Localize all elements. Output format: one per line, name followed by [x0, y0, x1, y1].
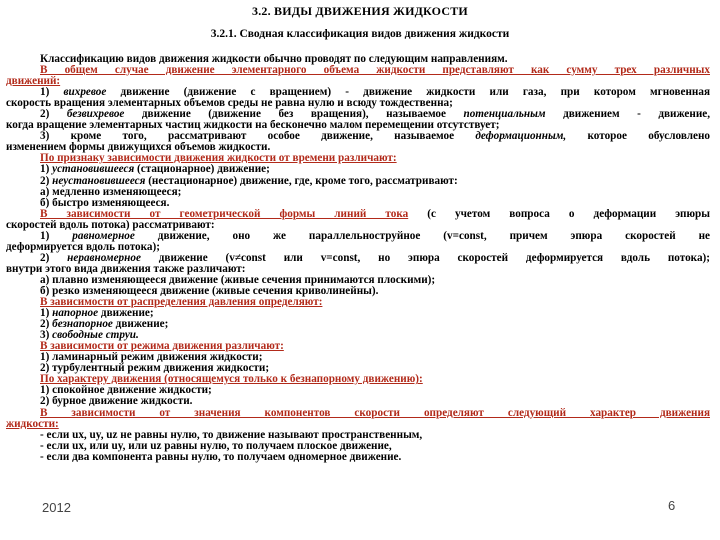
intro-line: Классификацию видов движения жидкости обычно проводят по следующим направлениям. [40, 54, 508, 65]
geometry-subitem-a: а) плавно изменяющееся движение (живые сечения принимаются плоскими); [40, 274, 436, 286]
page-number: 6 [668, 498, 676, 513]
vortex-item: 1) вихревое движение (движение с вращением) - движение жидкости или газа, при котором мгновенная [40, 87, 710, 99]
character-item-2: 2) бурное движение жидкости. [40, 396, 193, 408]
subsection-heading: 3.2.1. Сводная классификация видов движения жидкости [210, 28, 510, 40]
components-line-1: - если ux, uy, uz не равны нулю, то движение называют пространственным, [40, 429, 423, 441]
pressure-item-3: 3) свободные струи. [40, 330, 139, 342]
regime-heading: В зависимости от режима движения различают: [40, 341, 284, 353]
geometry-heading: В зависимости от геометрической формы линий тока (с учетом вопроса о деформации эпюры [40, 208, 710, 220]
geometry-item-2-cont: внутри этого вида движения также различают: [6, 263, 246, 275]
character-heading: По характеру движения (относящемуся только к безнапорному движению): [40, 374, 423, 386]
pressure-item-1: 1) напорное движение; [40, 308, 154, 320]
geometry-heading-cont: скоростей вдоль потока) рассматривают: [6, 219, 215, 231]
geometry-subitem-b: б) резко изменяющееся движение (живые сечения криволинейны). [40, 285, 379, 297]
components-line-2: - если ux, или uy, или uz равны нулю, то получаем плоское движение, [40, 440, 392, 452]
potential-term: потенциальным [463, 109, 546, 121]
time-subitem-b: б) быстро изменяющееся. [40, 197, 170, 209]
deform-item-cont: изменением формы движущихся объемов жидкости. [6, 142, 271, 154]
pressure-heading: В зависимости от распределения давления определяют: [40, 297, 323, 309]
components-heading: В зависимости от значения компонентов скорости определяют следующий характер движения [40, 407, 710, 419]
time-heading: По признаку зависимости движения жидкости от времени различают: [40, 153, 397, 165]
time-subitem-a: а) медленно изменяющееся; [40, 186, 182, 198]
geometry-item-2: 2) неравномерное движение (v≠const или v=const, но эпюра скоростей деформируется вдоль потока); [40, 252, 710, 264]
vortex-term: вихревое [63, 87, 107, 99]
deform-term: деформационным, [475, 131, 567, 143]
general-case-heading-cont: движений: [6, 76, 61, 88]
character-item-1: 1) спокойное движение жидкости; [40, 385, 212, 397]
deform-item: 3) кроме того, рассматривают особое движение, называемое деформационным, которое обусловлено [40, 131, 710, 143]
section-heading: 3.2. ВИДЫ ДВИЖЕНИЯ ЖИДКОСТИ [252, 4, 468, 18]
vortex-item-cont: скорость вращения элементарных объемов среды не равна нулю и всюду тождественна; [6, 98, 453, 110]
components-heading-cont: жидкости: [6, 418, 59, 430]
regime-item-1: 1) ламинарный режим движения жидкости; [40, 352, 263, 364]
irrotational-item-cont: когда вращение элементарных частиц жидкости на бесконечно малом перемещении отсутствует; [6, 120, 500, 132]
pressure-item-2: 2) безнапорное движение; [40, 319, 169, 331]
irrotational-term: безвихревое [66, 109, 125, 121]
footer-year: 2012 [42, 500, 71, 515]
components-line-3: - если два компонента равны нулю, то получаем одномерное движение. [40, 451, 402, 463]
irrotational-item: 2) безвихревое движение (движение без вращения), называемое потенциальным движением - движение, [40, 109, 710, 121]
geometry-item-1-cont: деформируется вдоль потока); [6, 241, 160, 253]
time-item-2: 2) неустановившееся (нестационарное) движение, где, кроме того, рассматривают: [40, 175, 458, 187]
document-body [6, 54, 710, 463]
general-case-heading: В общем случае движение элементарного объема жидкости представляют как сумму трех различных [40, 65, 710, 77]
geometry-item-1: 1) равномерное движение, оно же параллельноструйное (v=const, причем эпюра скоростей не [40, 230, 710, 242]
time-item-1: 1) установившееся (стационарное) движение; [40, 164, 270, 176]
regime-item-2: 2) турбулентный режим движения жидкости; [40, 363, 270, 375]
